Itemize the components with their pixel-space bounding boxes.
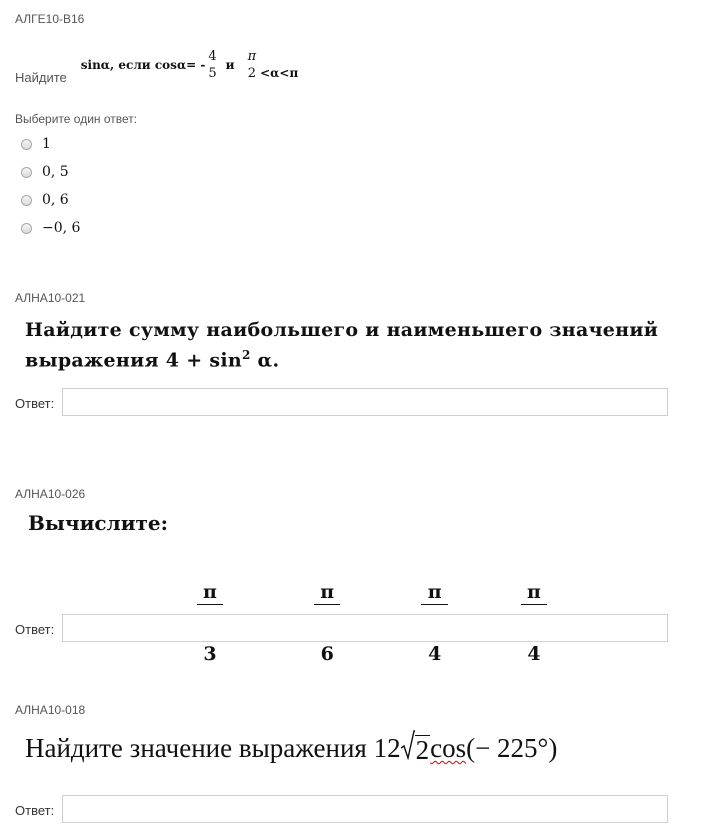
choose-one-label: Выберите один ответ: xyxy=(15,112,138,126)
sqrt-argument: 2 xyxy=(415,735,430,765)
fraction-denominator: 4 xyxy=(428,643,442,665)
inequality: <α<π xyxy=(260,66,299,80)
option-label[interactable]: 0, 5 xyxy=(42,164,69,180)
option-label[interactable]: −0, 6 xyxy=(42,220,81,236)
question-text: Найдите значение выражения 12 xyxy=(25,733,401,763)
compute-heading: Вычислите: xyxy=(28,511,169,535)
answer-label: Ответ: xyxy=(15,622,55,637)
formula-text: sinα, если cosα= - xyxy=(80,58,206,72)
fraction-numerator: π xyxy=(247,49,257,64)
question-line: Найдите сумму наибольшего и наименьшего значений xyxy=(25,319,659,341)
conjunction: и xyxy=(225,58,235,72)
radio-button[interactable] xyxy=(21,139,32,150)
answer-label: Ответ: xyxy=(15,803,55,818)
prompt-label: Найдите xyxy=(15,69,67,85)
radio-button[interactable] xyxy=(21,195,32,206)
answer-input[interactable] xyxy=(62,795,668,823)
fraction-denominator: 6 xyxy=(320,643,334,665)
fraction-numerator: π xyxy=(197,583,223,605)
answer-input[interactable] xyxy=(62,614,668,642)
question-text: (− 225°) xyxy=(466,733,558,763)
option-row[interactable] xyxy=(21,136,51,152)
question-id: АЛГЕ10-В16 xyxy=(15,12,85,26)
fraction-denominator: 5 xyxy=(208,66,217,81)
radio-button[interactable] xyxy=(21,167,32,178)
question-id: АЛНА10-026 xyxy=(15,487,86,501)
option-row[interactable] xyxy=(21,192,69,208)
expression-text: выражения 4 + sin xyxy=(25,349,242,372)
option-label[interactable]: 1 xyxy=(42,136,51,152)
question-id: АЛНА10-018 xyxy=(15,703,86,717)
question-line xyxy=(25,343,658,373)
option-row[interactable] xyxy=(21,164,69,180)
question-2-text xyxy=(25,318,658,373)
answer-input[interactable] xyxy=(62,388,668,416)
expression-text: α. xyxy=(250,349,280,372)
cos-function: cos xyxy=(430,733,467,763)
fraction-numerator: π xyxy=(421,583,447,605)
question-4-text xyxy=(25,730,557,764)
fraction-denominator: 3 xyxy=(203,643,217,665)
fraction-pi-half xyxy=(247,50,258,80)
fraction-numerator: 4 xyxy=(208,49,217,64)
option-label[interactable]: 0, 6 xyxy=(42,192,69,208)
question-id: АЛНА10-021 xyxy=(15,291,86,305)
fraction-numerator: π xyxy=(314,583,340,605)
exponent: 2 xyxy=(241,348,251,362)
fraction-denominator: 2 xyxy=(247,66,256,81)
option-row[interactable] xyxy=(21,220,80,236)
answer-label: Ответ: xyxy=(15,396,55,411)
radio-button[interactable] xyxy=(21,223,32,234)
radical-icon xyxy=(401,730,415,760)
fraction-denominator: 4 xyxy=(527,643,541,665)
fraction-four-fifths xyxy=(207,50,217,80)
fraction-numerator: π xyxy=(521,583,547,605)
question-1-text xyxy=(15,40,298,90)
sqrt-sign xyxy=(401,730,431,764)
